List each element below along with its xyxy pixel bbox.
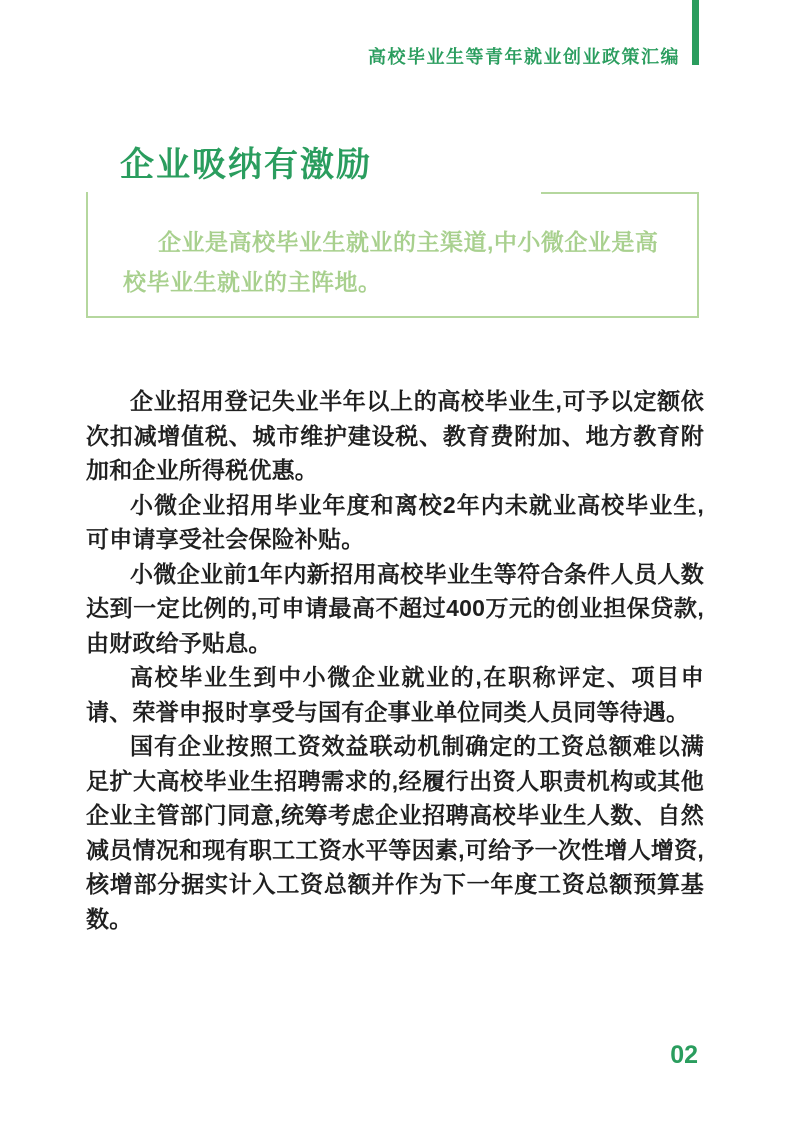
body-paragraph: 国有企业按照工资效益联动机制确定的工资总额难以满足扩大高校毕业生招聘需求的,经履行出资人职责机构或其他企业主管部门同意,统筹考虑企业招聘高校毕业生人数、自然减员情况和现有职工工资水平等因素,可给予一次性增人增资,核增部分据实计入工资总额并作为下一年度工资总额预算基数。 [86,733,704,932]
running-header-title: 高校毕业生等青年就业创业政策汇编 [368,47,680,67]
intro-quote-box [86,192,699,318]
section-title: 企业吸纳有激励 [120,146,372,184]
body-paragraph: 高校毕业生到中小微企业就业的,在职称评定、项目申请、荣誉申报时享受与国有企事业单位同类人员同等待遇。 [86,664,704,725]
intro-quote-text: 企业是高校毕业生就业的主渠道,中小微企业是高校毕业生就业的主阵地。 [123,229,659,295]
page-number: 02 [670,1041,698,1069]
header-accent-bar [692,0,699,65]
body-paragraph: 小微企业前1年内新招用高校毕业生等符合条件人员人数达到一定比例的,可申请最高不超过400万元的创业担保贷款,由财政给予贴息。 [86,560,704,656]
body-paragraph: 企业招用登记失业半年以上的高校毕业生,可予以定额依次扣减增值税、城市维护建设税、教育费附加、地方教育附加和企业所得税优惠。 [86,388,704,483]
body-paragraph: 小微企业招用毕业年度和离校2年内未就业高校毕业生,可申请享受社会保险补贴。 [86,491,704,552]
body-text-block [86,384,704,936]
